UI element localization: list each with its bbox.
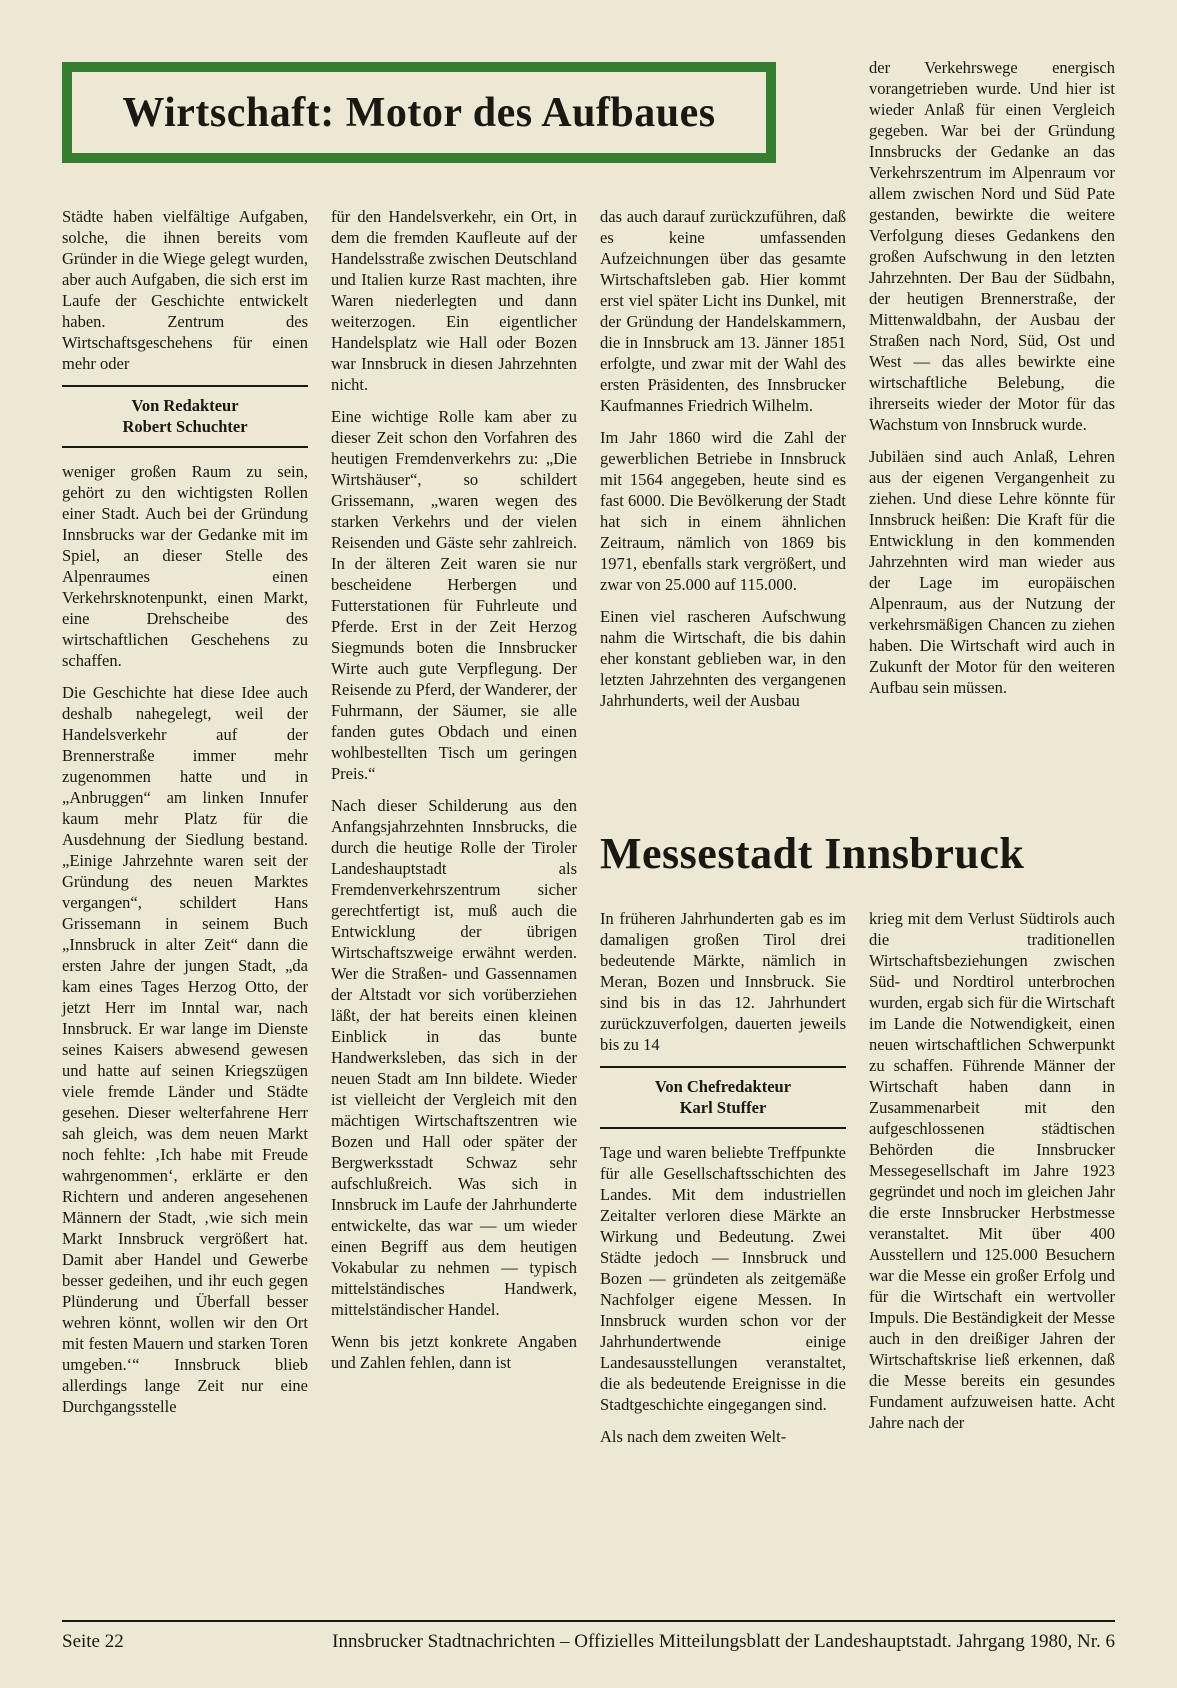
paragraph: der Verkehrswege energisch vorangetrieben wurde. Und hier ist wieder Anlaß für einen Vergleich gegeben. War bei der Gründung Innsbrucks der Gedanke an das Verkehrszentrum im Alpenraum vor allem zwischen Nord und Süd Pate gestanden, bewirkte die weitere Verfolgung dieses Gedankens den großen Aufschwung in den letzten Jahrzehnten. Der Bau der Südbahn, der heutigen Brennerstraße, der Mittenwaldbahn, der Ausbau der Straßen nach Nord, Süd, Ost und West — das alles bewirkte eine wirtschaftliche Belebung, die ihrerseits wieder der Motor für das Wachstum von Innsbruck wurde. xyxy=(869,58,1115,434)
paragraph: Nach dieser Schilderung aus den Anfangsjahrzehnten Innsbrucks, die durch die heutige Rolle der Tiroler Landeshauptstadt als Fremdenverkehrszentrum sicher gerechtfertigt ist, muß auch die Entwicklung der übrigen Wirtschaftszweige erwähnt werden. Wer die Straßen- und Gassennamen der Altstadt vor sich vorüberziehen läßt, der hat bereits einen kleinen Einblick in das bunte Handwerksleben, das sich in der neuen Stadt am Inn bildete. Wieder ist vielleicht der Vergleich mit den mächtigen Wirtschaftszentren wie Bozen und Hall oder später der Bergwerksstadt Schwaz sehr aufschlußreich. Was sich in Innsbruck im Laufe der Jahrhunderte entwickelte, das war — um wieder einen Begriff aus dem heutigen Vokabular zu nehmen — typisch mittelständisches Handwerk, mittelständischer Handel. xyxy=(331,796,577,1319)
paragraph: Die Geschichte hat diese Idee auch deshalb nahegelegt, weil der Handelsverkehr auf der Brennerstraße immer mehr zugenommen hatte und in „Anbruggen“ am linken Innufer kaum mehr Platz für die Ausdehnung der Siedlung bestand. „Einige Jahrzehnte waren seit der Gründung des neuen Marktes vergangen“, schildert Hans Grissemann in seinem Buch „Innsbruck in alter Zeit“ dann die ersten Jahre der jungen Stadt, „da kam eines Tages Herzog Otto, der jetzt Herr im Inntal war, nach Innsbruck. Er war lange im Dienste seines Kaisers abwesend gewesen und hatte auf seinen Kriegszügen viele fremde Länder und Städte gesehen. Dieser welterfahrene Herr sah gleich, was dem neuen Markt noch fehlte: ‚Ich habe mit Freude wahrgenommen‘, erklärte er den Richtern und anderen angesehenen Männern der Stadt, ‚wie sich mein Markt Innsbruck vergrößert hat. Damit aber Handel und Gewerbe besser gedeihen, und ihr euch gegen Plünderung und Überfall besser wehren könnt, wollen wir den Ort mit festen Mauern und starken Toren umgeben.‘“ Innsbruck blieb allerdings lange Zeit nur eine Durchgangsstelle xyxy=(62,683,308,1416)
article1-column-1 xyxy=(62,206,308,1428)
paragraph: Jubiläen sind auch Anlaß, Lehren aus der eigenen Vergangenheit zu ziehen. Und diese Lehre könnte für Innsbruck heißen: Die Kraft für die Entwicklung in den kommenden Jahrzehnten wird man wieder aus der Lage im europäischen Alpenraum, aus der Nutzung der verkehrsmäßigen Chancen zu ziehen haben. Die Wirtschaft wird auch in Zukunft der Motor für den weiteren Aufbau sein müssen. xyxy=(869,447,1115,697)
paragraph: Tage und waren beliebte Treffpunkte für alle Gesellschaftsschichten des Landes. Mit dem industriellen Zeitalter verloren diese Märkte an Wirkung und Bedeutung. Zwei Städte jedoch — Innsbruck und Bozen — gründeten als zeitgemäße Nachfolger eigene Messen. In Innsbruck wurden schon vor der Jahrhundertwende einige Landesausstellungen veranstaltet, die als bedeutende Ereignisse in die Stadtgeschichte eingegangen sind. xyxy=(600,1143,846,1414)
byline-name: Karl Stuffer xyxy=(679,1098,767,1117)
article1-intro-paragraph: Städte haben vielfältige Aufgaben, solche, die ihnen bereits vom Gründer in die Wiege gelegt wurden, aber auch Aufgaben, die sich erst im Laufe der Geschichte entwickelt haben. Zentrum des Wirtschaftsgeschehens für einen mehr oder xyxy=(62,207,308,373)
paragraph: krieg mit dem Verlust Südtirols auch die traditionellen Wirtschaftsbeziehungen zwischen Süd- und Nordtirol unterbrochen wurden, ergab sich für die Wirtschaft im Lande die Notwendigkeit, einen neuen wirtschaftlichen Schwerpunkt zu schaffen. Führende Männer der Wirtschaft haben dann in Zusammenarbeit mit den aufgeschlossenen städtischen Behörden die Innsbrucker Messegesellschaft im Jahre 1923 gegründet und noch im gleichen Jahr die erste Innsbrucker Herbstmesse veranstaltet. Mit über 400 Ausstellern und 125.000 Besuchern war die Messe ein großer Erfolg und für die Wirtschaft ein wertvoller Impuls. Die Beständigkeit der Messe auch in den dreißiger Jahren der Wirtschaftskrise ließ erkennen, daß die Messe bereits ein gesundes Fundament aufzuweisen hatte. Acht Jahre nach der xyxy=(869,909,1115,1432)
article1-column-4 xyxy=(869,57,1115,709)
article2-column-right xyxy=(869,908,1115,1444)
footer-rule xyxy=(62,1620,1115,1622)
article1-byline xyxy=(62,385,308,448)
paragraph: Eine wichtige Rolle kam aber zu dieser Zeit schon den Vorfahren des heutigen Fremdenverkehrs zu: „Die Wirtshäuser“, so schildert Grissemann, „waren wegen des starken Verkehrs und der vielen Reisenden und Gäste sehr zahlreich. In der älteren Zeit waren sie nur bescheidene Herbergen und Futterstationen für Fuhrleute und Pferde. Erst in der Zeit Herzog Siegmunds boten die Innsbrucker Wirte auch gute Verpflegung. Der Reisende zu Pferd, der Wanderer, der Fuhrmann, der Säumer, sie alle fanden gutes Obdach und einen wohlbestellten Tisch um geringen Preis.“ xyxy=(331,407,577,783)
byline-role: Von Redakteur xyxy=(131,396,239,415)
paragraph: Im Jahr 1860 wird die Zahl der gewerblichen Betriebe in Innsbruck mit 1564 angegeben, heute sind es fast 6000. Die Bevölkerung der Stadt hat sich in einem ähnlichen Zeitraum, nämlich von 1869 bis 1971, ebenfalls stark vergrößert, und zwar von 25.000 auf 115.000. xyxy=(600,428,846,594)
article2-byline xyxy=(600,1066,846,1129)
byline-name: Robert Schuchter xyxy=(122,417,248,436)
article2-title: Messestadt Innsbruck xyxy=(600,829,1025,878)
article2-column-left xyxy=(600,908,846,1458)
paragraph: Als nach dem zweiten Welt- xyxy=(600,1427,787,1446)
footer-publication-line: Innsbrucker Stadtnachrichten – Offizielles Mitteilungsblatt der Landeshauptstadt. Jahrgang 1980, Nr. 6 xyxy=(332,1631,1115,1652)
paragraph: das auch darauf zurückzuführen, daß es keine umfassenden Aufzeichnungen über das gesamte Wirtschaftsleben gab. Hier kommt erst viel später Licht ins Dunkel, mit der Gründung der Handelskammern, die in Innsbruck am 13. Jänner 1851 erfolgte, und zwar mit der Wahl des ersten Präsidenten, des Innsbrucker Kaufmannes Friedrich Wilhelm. xyxy=(600,207,846,415)
article1-column-3 xyxy=(600,206,846,722)
paragraph: Wenn bis jetzt konkrete Angaben und Zahlen fehlen, dann ist xyxy=(331,1332,577,1372)
article1-column-2 xyxy=(331,206,577,1384)
article1-title-box xyxy=(62,62,776,163)
paragraph: Einen viel rascheren Aufschwung nahm die Wirtschaft, die bis dahin eher konstant geblieben war, in den letzten Jahrzehnten des vergangenen Jahrhunderts, weil der Ausbau xyxy=(600,607,846,710)
article1-title: Wirtschaft: Motor des Aufbaues xyxy=(122,89,716,136)
paragraph: weniger großen Raum zu sein, gehört zu den wichtigsten Rollen einer Stadt. Auch bei der Gründung Innsbrucks war der Gedanke mit im Spiel, an dieser Stelle des Alpenraumes einen Verkehrsknotenpunkt, einen Markt, eine Drehscheibe des wirtschaftlichen Geschehens zu schaffen. xyxy=(62,462,308,670)
byline-role: Von Chefredakteur xyxy=(654,1077,792,1096)
article2-intro-paragraph: In früheren Jahrhunderten gab es im damaligen großen Tirol drei bedeutende Märkte, nämlich in Meran, Bozen und Innsbruck. Sie sind bis in das 12. Jahrhundert zurückzuverfolgen, dauerten jeweils bis zu 14 xyxy=(600,909,846,1054)
paragraph: für den Handelsverkehr, ein Ort, in dem die fremden Kaufleute auf der Handelsstraße zwischen Deutschland und Italien kurze Rast machten, ihre Waren niederlegten und dann weiterzogen. Ein eigentlicher Handelsplatz wie Hall oder Bozen war Innsbruck in diesen Jahrzehnten nicht. xyxy=(331,207,577,394)
page-footer xyxy=(62,1631,1115,1653)
footer-page-number: Seite 22 xyxy=(62,1631,124,1652)
